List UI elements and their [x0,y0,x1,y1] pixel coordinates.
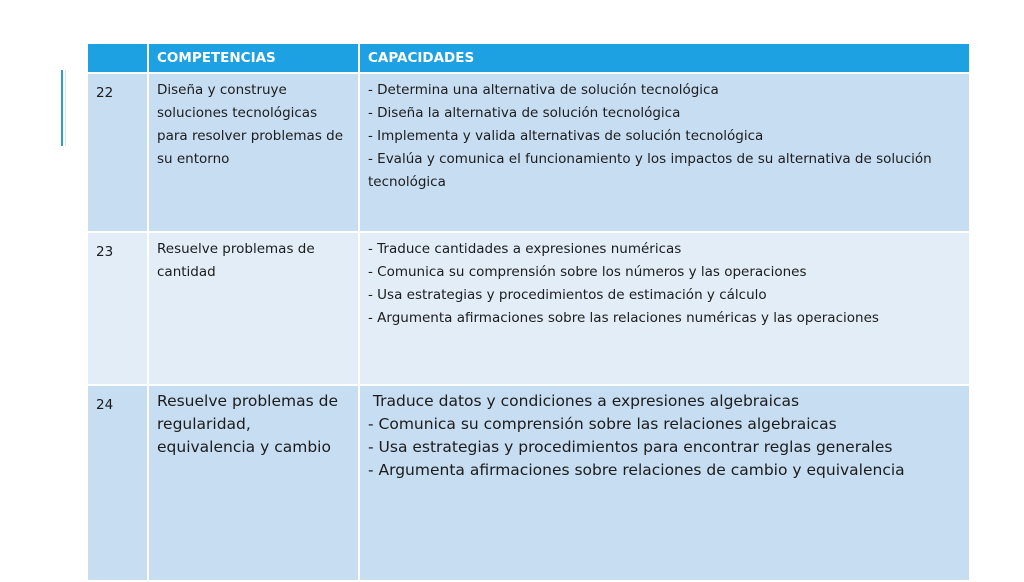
capacidad-item: - Implementa y valida alternativas de solución tecnológica [368,128,764,144]
header-number [87,43,148,73]
capacidad-item: - Argumenta afirmaciones sobre relaciones de cambio y equivalencia [368,461,905,479]
capacidad-item: - Argumenta afirmaciones sobre las relaciones numéricas y las operaciones [368,310,879,326]
row-number: 22 [87,73,148,232]
table-row [87,385,970,581]
table-row [87,232,970,385]
capacidades-cell [359,232,970,385]
capacidad-item: Traduce datos y condiciones a expresiones algebraicas [368,392,800,410]
table-header-row [87,43,970,73]
capacidades-cell [359,385,970,581]
capacidad-item: - Comunica su comprensión sobre las relaciones algebraicas [368,415,837,433]
decorative-accent-line [61,70,63,146]
capacidad-item: - Comunica su comprensión sobre los números y las operaciones [368,264,807,280]
table-row [87,73,970,232]
competencia-cell: Resuelve problemas de cantidad [148,232,359,385]
capacidad-item: - Traduce cantidades a expresiones numéricas [368,241,682,257]
row-number: 23 [87,232,148,385]
capacidades-cell [359,73,970,232]
competencia-cell: Diseña y construye soluciones tecnológicas para resolver problemas de su entorno [148,73,359,232]
capacidad-item: - Diseña la alternativa de solución tecnológica [368,105,681,121]
row-number: 24 [87,385,148,581]
header-competencias: COMPETENCIAS [148,43,359,73]
competencia-cell: Resuelve problemas de regularidad, equivalencia y cambio [148,385,359,581]
capacidad-item: - Usa estrategias y procedimientos de estimación y cálculo [368,287,767,303]
header-capacidades: CAPACIDADES [359,43,970,73]
decorative-accent-line-thin [65,70,66,146]
capacidad-item: - Evalúa y comunica el funcionamiento y los impactos de su alternativa de solución tecnológica [368,151,932,190]
competencias-table [86,42,971,582]
capacidad-item: - Usa estrategias y procedimientos para encontrar reglas generales [368,438,893,456]
capacidad-item: - Determina una alternativa de solución tecnológica [368,82,719,98]
